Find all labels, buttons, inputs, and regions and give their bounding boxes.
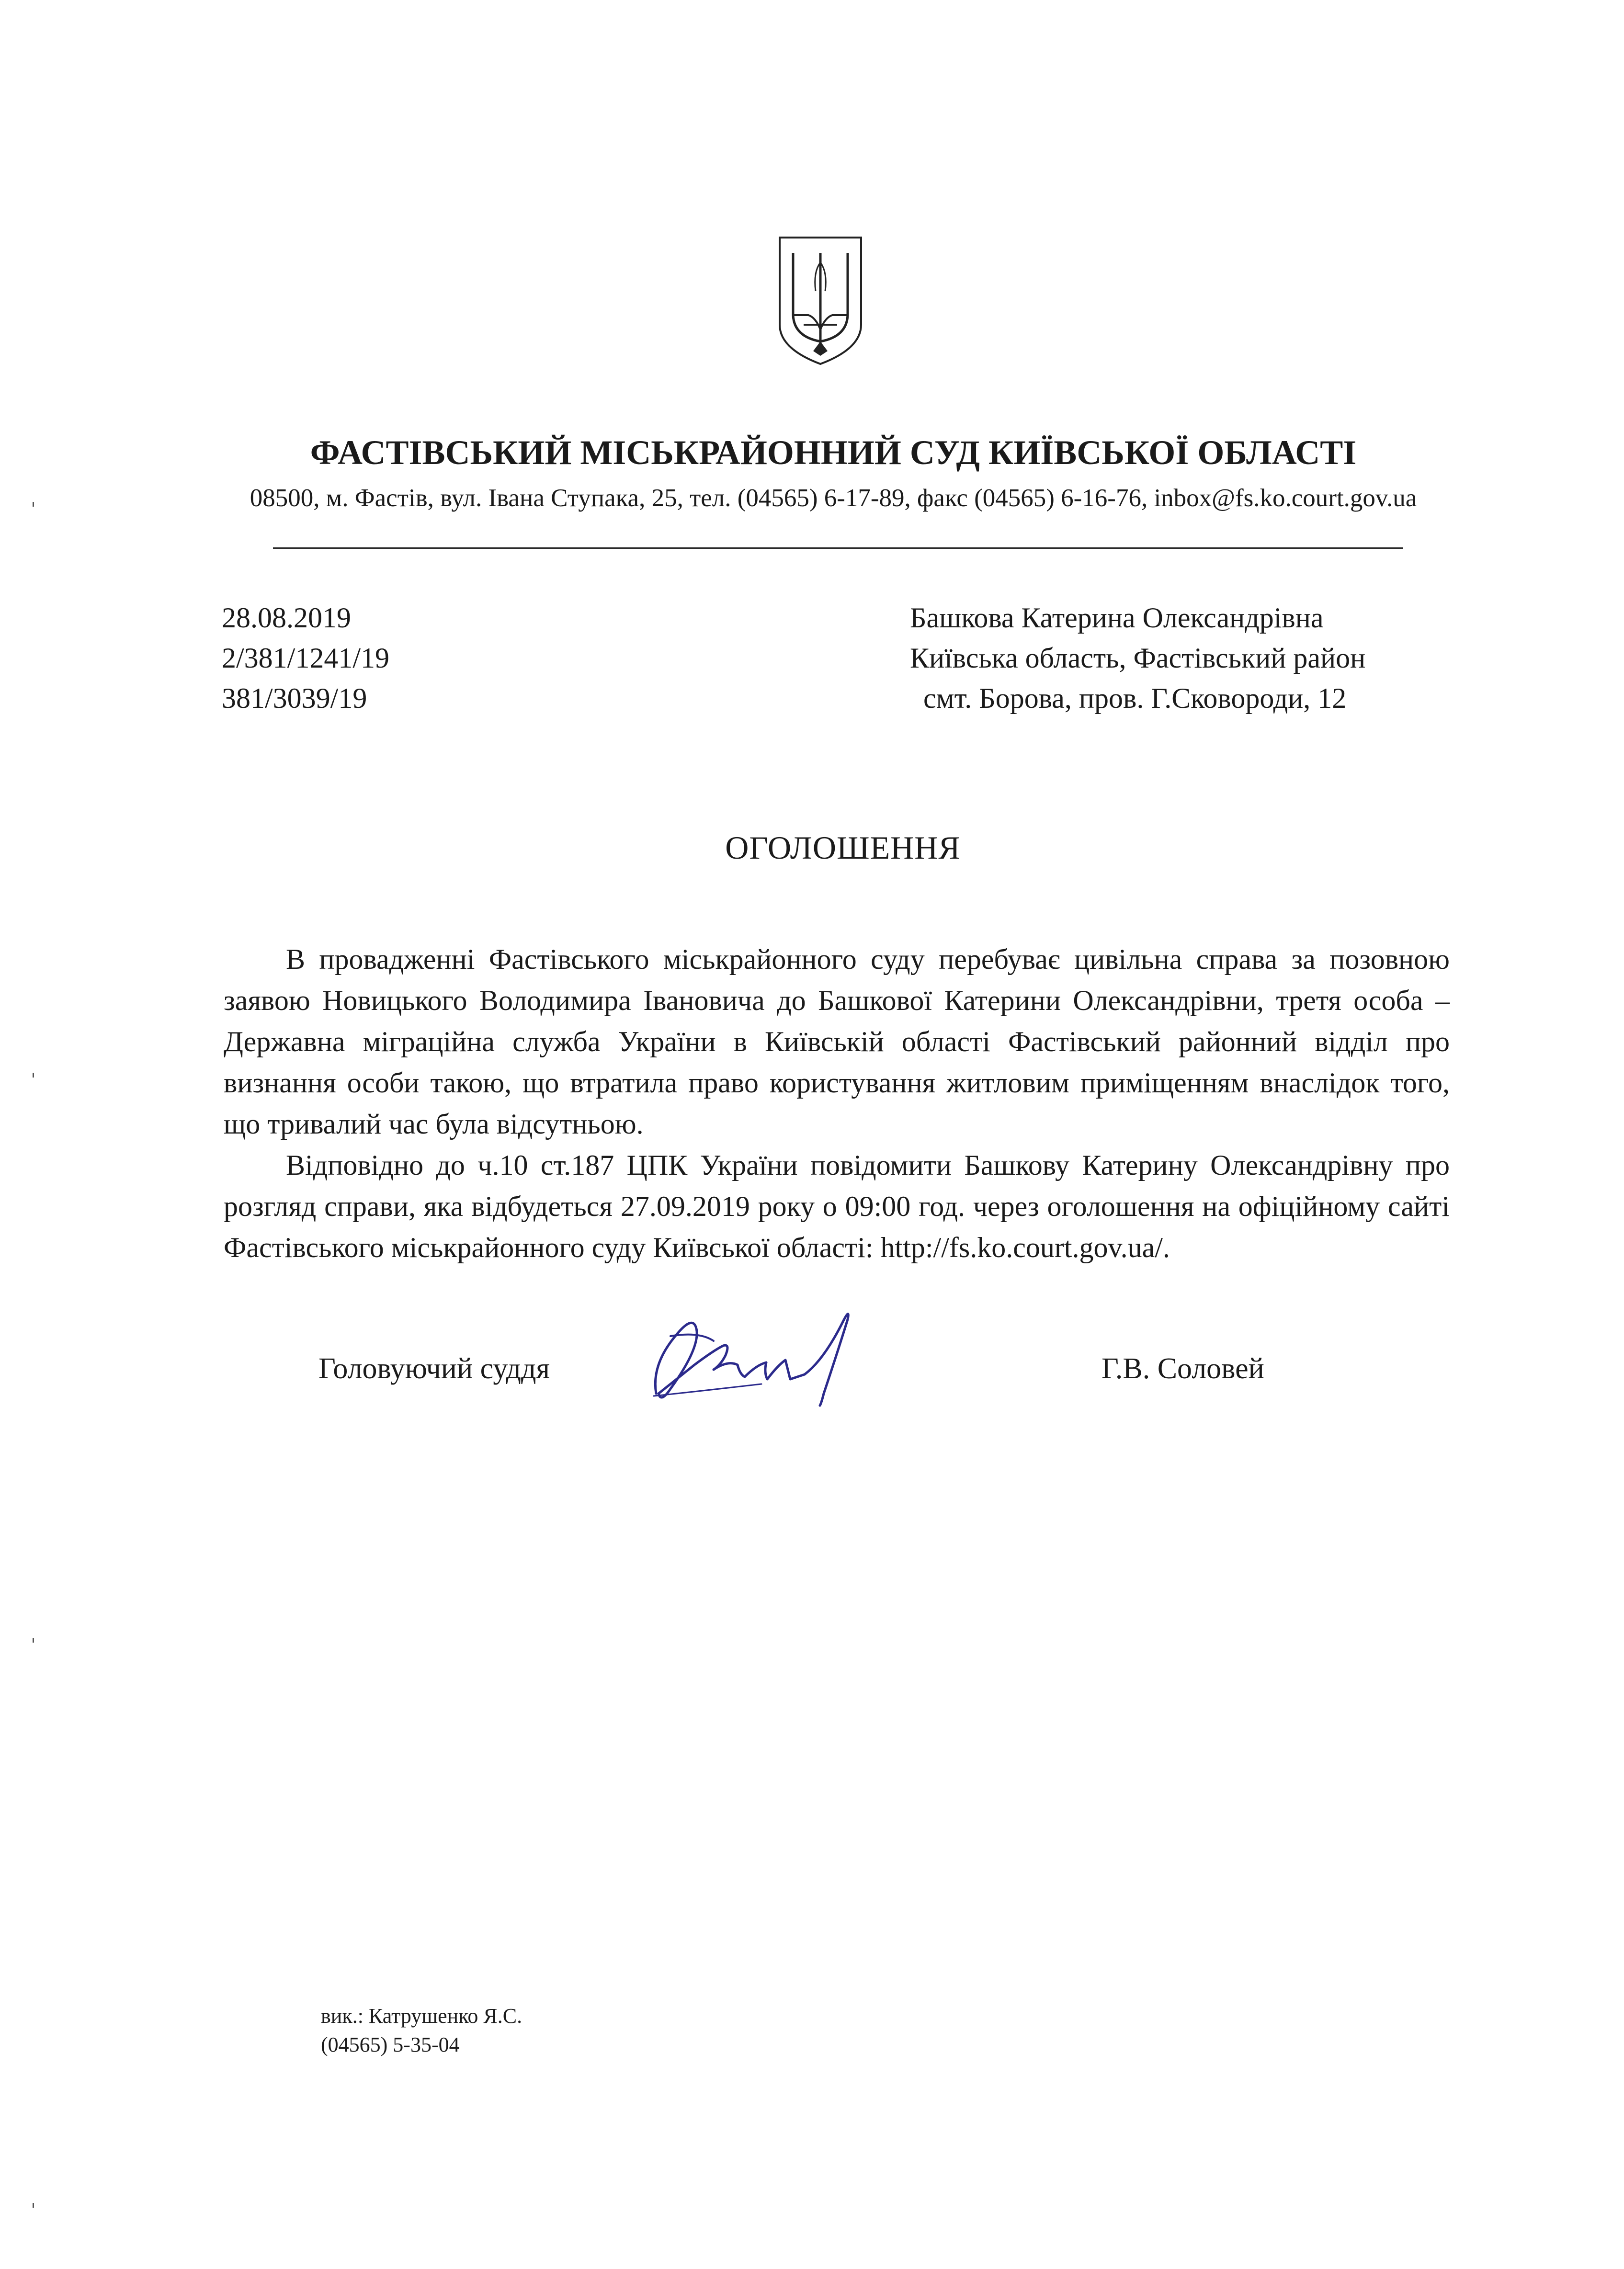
recipient-block — [910, 598, 1365, 718]
scan-speck — [33, 1073, 34, 1078]
court-name: ФАСТІВСЬКИЙ МІСЬКРАЙОННИЙ СУД КИЇВСЬКОЇ ОБЛАСТІ — [310, 433, 1357, 472]
body-paragraph-2: Відповідно до ч.10 ст.187 ЦПК України повідомити Башкову Катерину Олександрівну про розгляд справи, яка відбудеться 27.09.2019 року о 09:00 год. через оголошення на офіційному сайті Фастівського міськрайонного суду Київської області: http://fs.ko.court.gov.ua/. — [224, 1149, 1450, 1263]
header-divider — [273, 547, 1403, 549]
executor-block — [321, 2002, 522, 2059]
case-number: 381/3039/19 — [222, 682, 367, 714]
recipient-region: Київська область, Фастівський район — [910, 642, 1366, 674]
recipient-address: смт. Борова, пров. Г.Сковороди, 12 — [923, 682, 1347, 714]
body-paragraph-1: В провадженні Фастівського міськрайонного суду перебуває цивільна справа за позовною заявою Новицького Володимира Івановича до Башкової Катерини Олександрівни, третя особа – Державна міграційна служба України в Київській області Фастівський районний відділ про визнання особи такою, що втратила право користування житловим приміщенням внаслідок того, що тривалий час була відсутньою. — [224, 943, 1450, 1140]
document-date: 28.08.2019 — [222, 602, 351, 634]
recipient-name: Башкова Катерина Олександрівна — [910, 602, 1324, 634]
court-address: 08500, м. Фастів, вул. Івана Ступака, 25, тел. (04565) 6-17-89, факс (04565) 6-16-76, inbox@fs.ko.court.gov.ua — [250, 484, 1417, 512]
outgoing-number: 2/381/1241/19 — [222, 642, 390, 674]
signer-role: Головуючий суддя — [318, 1352, 550, 1385]
scan-speck — [33, 502, 34, 507]
scan-speck — [33, 2203, 34, 2208]
trident-coat-of-arms-icon — [775, 234, 866, 368]
document-meta — [222, 598, 389, 718]
scan-speck — [33, 1638, 34, 1643]
executor-name: вик.: Катрушенко Я.С. — [321, 2004, 522, 2028]
document-title: ОГОЛОШЕННЯ — [725, 829, 961, 866]
document-body — [224, 939, 1450, 1268]
signer-name: Г.В. Соловей — [1102, 1352, 1264, 1385]
handwritten-signature — [642, 1293, 891, 1418]
executor-phone: (04565) 5-35-04 — [321, 2033, 460, 2056]
